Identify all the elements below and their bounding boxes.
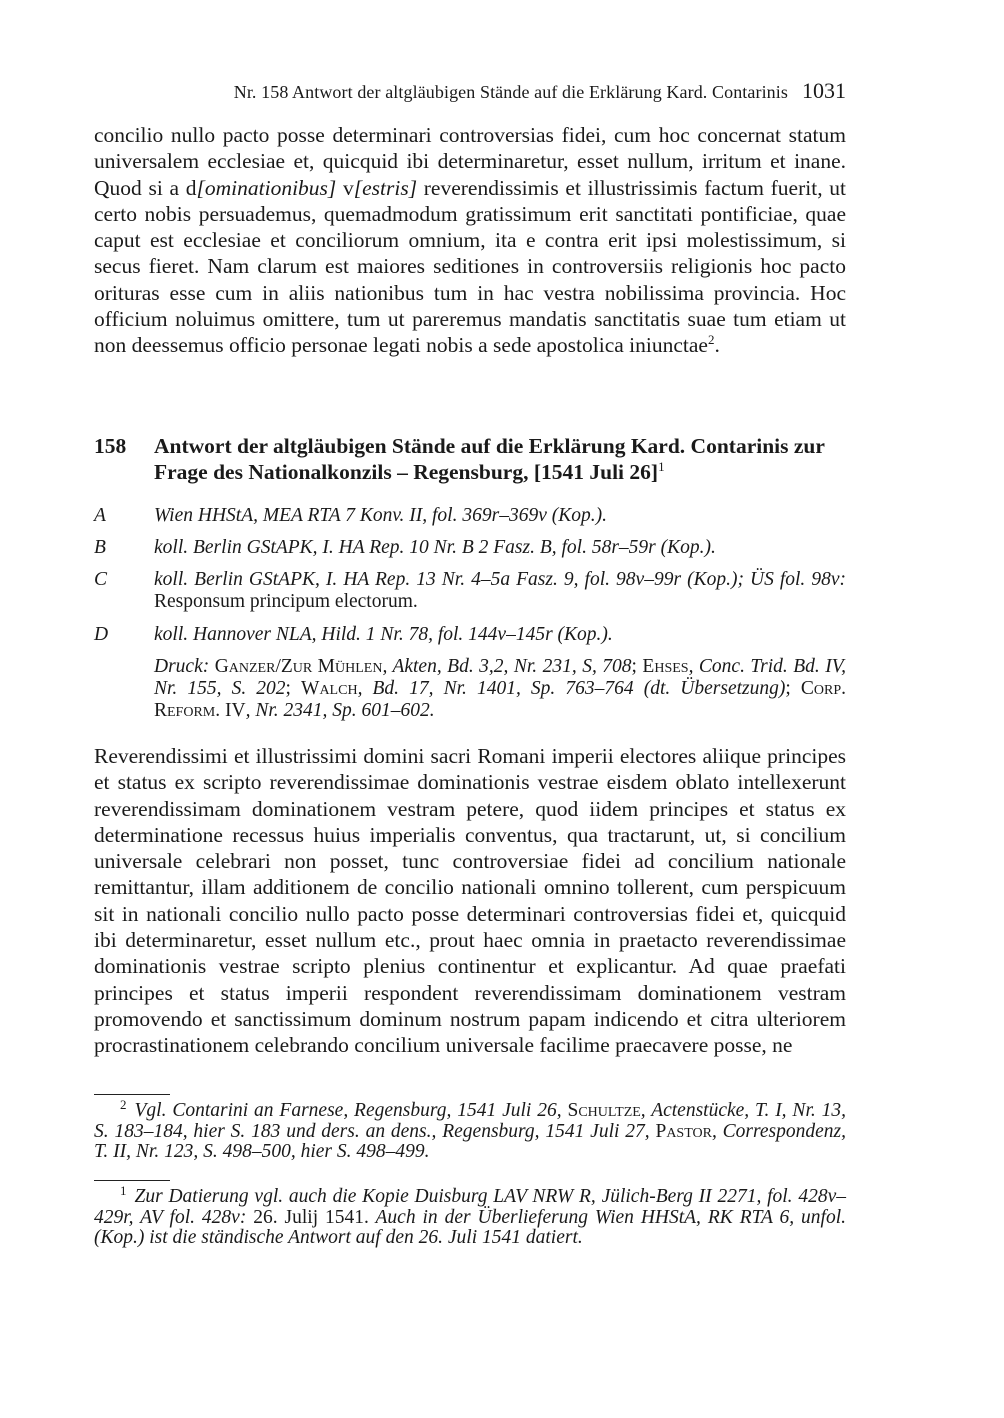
- document-heading: [94, 433, 846, 485]
- footnote-ref-1: 1: [658, 458, 665, 474]
- witness-a: [94, 505, 846, 527]
- footnote-ref-2: 2: [707, 332, 715, 348]
- footnote-mark: 1: [120, 1182, 127, 1198]
- footnote-1: $^1$ Zur Datierung vgl. auch die Kopie Duisburg LAV NRW R, Jülich-Berg II 2271, fol. 428v–429r, AV fol. 428v: 26. Julij 1541. Auch in der Überlieferung Wien HHStA, RK RTA 6, unfol. (Kop.) ist die ständische Antwort auf den 26. Juli 1541 datiert.: [94, 1182, 846, 1248]
- witness-d: [94, 624, 846, 646]
- witness-siglum: D: [94, 624, 109, 645]
- running-head: [94, 78, 846, 110]
- footnote-rule: [94, 1094, 170, 1095]
- witness-siglum: C: [94, 569, 108, 590]
- footnote-2: $^2$ Vgl. Contarini an Farnese, Regensburg, 1541 Juli 26, Schultze, Actenstücke, T. I, Nr. 13, S. 183–184, hier S. 183 und ders. an dens., Regensburg, 1541 Juli 27, Pastor, Correspondenz, T. II, Nr. 123, S. 498–500, hier S. 498–499.: [94, 1096, 846, 1162]
- print-editions-text: Druck: Ganzer/Zur Mühlen, Akten, Bd. 3,2, Nr. 231, S, 708; Ehses, Conc. Trid. Bd. IV, Nr. 155, S. 202; Walch, Bd. 17, Nr. 1401, Sp. 763–764 (dt. Übersetzung); Corp. Reform. IV, Nr. 2341, Sp. 601–602.: [154, 656, 847, 721]
- continuation-text: concilio nullo pacto posse determinari controversias fidei, cum hoc concernat statum universalem ecclesiae et, quicquid ibi determinaretur, esset nullum, irritum et inane. Quod si a d[ominationibus] v[estris] reverendissimis et illustrissimis factum fuerit, ut certo nobis persuademus, quemadmodum gratissimum erit sanctitati pontificiae, quae caput est ecclesiae et conciliorum omnium, ita e contra erit ipsi molestissimum, si secus fieret. Nam clarum est maiores seditiones in controversiis religionis hoc pacto orituras esse cum in aliis nationibus tum in hac vestra nobilissima provincia. Hoc officium noluimus omittere, tum ut pareremus mandatis sanctitatis suae tum etiam ut non deessemus officio personae legati nobis a sede apostolica iniunctae$^2$.: [94, 123, 846, 358]
- witness-siglum: B: [94, 537, 106, 558]
- running-title: Nr. 158 Antwort der altgläubigen Stände auf die Erklärung Kard. Contarinis: [233, 82, 788, 102]
- body-paragraph: [94, 743, 846, 1059]
- witness-description: Wien HHStA, MEA RTA 7 Konv. II, fol. 369r–369v (Kop.).: [154, 505, 607, 526]
- witness-b: [94, 537, 846, 559]
- page-number: 1031: [802, 78, 846, 103]
- witness-description: koll. Berlin GStAPK, I. HA Rep. 10 Nr. B 2 Fasz. B, fol. 58r–59r (Kop.).: [154, 537, 716, 558]
- document-title: Antwort der altgläubigen Stände auf die Erklärung Kard. Contarinis zur Frage des Nationalkonzils – Regensburg, [1541 Juli 26]$^1$: [154, 434, 825, 484]
- body-text: Reverendissimi et illustrissimi domini sacri Romani imperii electores aliique principes et status ex scripto reverendissimae dominationis vestrae eisdem oblato intellexerunt reverendissimam dominationem vestram petere, quod iidem principes et status ex determinatione recessus huius imperialis conventus, qua tractarunt, ut, si concilium universale celebrari non posset, tunc controversiae fidei ad concilium nationale remittantur, illam additionem de concilio nationali omnino tollerent, cum perspicuum sit in nationali concilio nullo pacto posse determinari controversias fidei et, quicquid ibi determinaretur, esset nullum etc., prout haec omnia in praetacto reverendissimae dominationis vestrae scripto plenius continentur et explicantur. Ad quae praefati principes et status imperii respondent reverendissimam dominationem vestram promovendo et sanctissimum dominum nostrum papam indicendo et citra ulteriorem procrastinationem celebrando concilium universale facilime praecavere posse, ne: [94, 744, 846, 1058]
- witness-c: [94, 569, 846, 613]
- witness-description: koll. Berlin GStAPK, I. HA Rep. 13 Nr. 4–5a Fasz. 9, fol. 98v–99r (Kop.); ÜS fol. 98v: Responsum principum electorum.: [154, 569, 846, 612]
- footnote-mark: 2: [120, 1096, 127, 1112]
- document-number: 158: [94, 434, 127, 458]
- continuation-paragraph: [94, 122, 846, 359]
- witness-description: koll. Hannover NLA, Hild. 1 Nr. 78, fol. 144v–145r (Kop.).: [154, 624, 613, 645]
- witness-siglum: A: [94, 505, 106, 526]
- print-editions: [94, 656, 846, 722]
- footnote-rule: [94, 1180, 170, 1181]
